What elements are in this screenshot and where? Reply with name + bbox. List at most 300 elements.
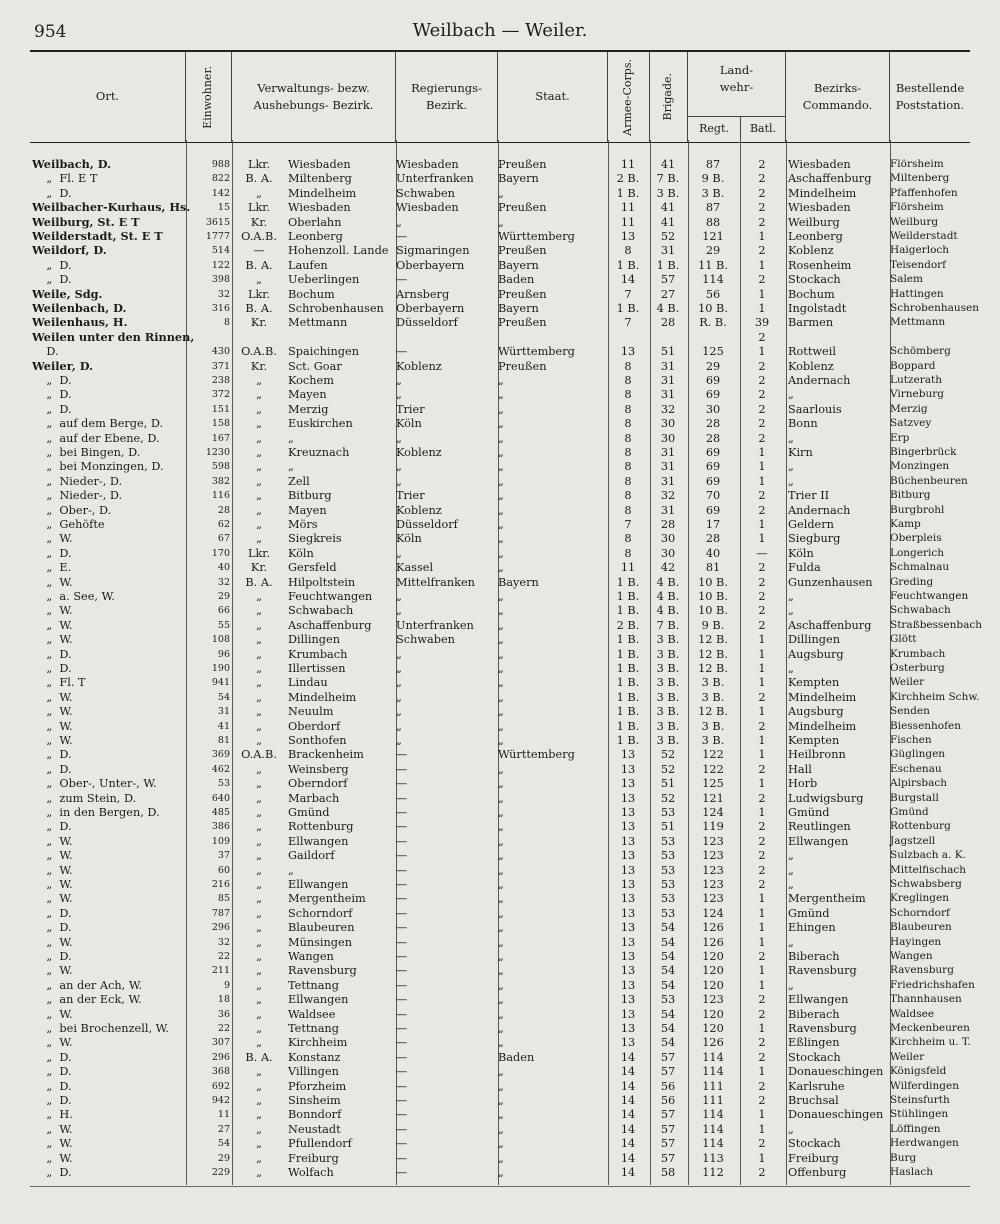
army-corps: 11 xyxy=(620,201,636,215)
district-command: Wiesbaden xyxy=(788,158,851,171)
landwehr-battalion: 1 xyxy=(758,460,766,474)
landwehr-regiment: 120 xyxy=(702,1022,724,1035)
brigade: 1 B. xyxy=(656,258,680,272)
army-corps: 8 xyxy=(624,431,632,445)
landwehr-regiment: 10 B. xyxy=(698,302,728,315)
admin-district: Gaildorf xyxy=(288,849,335,863)
army-corps: 13 xyxy=(620,863,636,877)
landwehr-regiment: 69 xyxy=(705,460,721,474)
post-station: Weilburg xyxy=(890,215,939,228)
admin-district: Sonthofen xyxy=(288,734,347,747)
army-corps: 13 xyxy=(620,993,636,1007)
landwehr-regiment: 3 B. xyxy=(701,690,725,704)
landwehr-battalion: 2 xyxy=(758,1036,766,1050)
table-row xyxy=(30,459,970,474)
population: 3615 xyxy=(205,216,230,228)
admin-type: „ xyxy=(256,906,262,920)
post-station: Waldsee xyxy=(890,1007,935,1020)
landwehr-regiment: 123 xyxy=(702,849,724,863)
state: Bayern xyxy=(498,172,539,186)
table-row xyxy=(30,690,980,705)
brigade: 31 xyxy=(660,359,676,373)
admin-district: Oberdorf xyxy=(288,719,341,733)
post-station: Wilferdingen xyxy=(890,1079,959,1092)
header-post: Bestellende Poststation. xyxy=(895,80,965,112)
place-name: „ W. xyxy=(32,1137,73,1151)
admin-type: „ xyxy=(256,921,262,935)
state: „ xyxy=(498,978,504,992)
army-corps: 1 B. xyxy=(616,647,640,661)
population: 28 xyxy=(217,504,230,516)
population: 296 xyxy=(211,922,230,934)
government-district: „ xyxy=(396,460,402,474)
admin-type: „ xyxy=(256,1166,262,1179)
place-name: „ D. xyxy=(32,374,72,387)
table-row xyxy=(30,589,970,604)
post-station: Sulzbach a. K. xyxy=(890,849,966,862)
table-row xyxy=(30,431,970,446)
brigade: 54 xyxy=(660,950,676,963)
landwehr-regiment: 126 xyxy=(702,935,724,949)
admin-district: Aschaffenburg xyxy=(288,618,372,632)
army-corps: 8 xyxy=(624,446,632,459)
government-district: — xyxy=(396,935,408,949)
population: 108 xyxy=(211,634,230,646)
landwehr-regiment: 120 xyxy=(702,950,724,963)
district-command: „ xyxy=(788,474,794,488)
landwehr-regiment: 121 xyxy=(702,791,724,805)
admin-type: „ xyxy=(256,460,262,474)
table-row xyxy=(30,171,970,186)
table-row xyxy=(30,200,970,215)
population: 296 xyxy=(211,1051,230,1063)
header-bezirks: Bezirks- Commando. xyxy=(786,52,890,142)
district-command: Siegburg xyxy=(788,532,841,546)
admin-type: „ xyxy=(256,186,262,200)
army-corps: 1 B. xyxy=(616,662,640,675)
place-name: „ auf dem Berge, D. xyxy=(32,417,164,431)
population: 8 xyxy=(223,317,230,329)
army-corps: 1 B. xyxy=(616,302,640,315)
table-row xyxy=(30,1122,970,1137)
table-row xyxy=(30,647,970,662)
district-command: Ludwigsburg xyxy=(788,791,864,805)
table-row xyxy=(30,603,970,618)
army-corps: 14 xyxy=(620,1094,636,1107)
brigade: 30 xyxy=(660,532,676,546)
army-corps: 13 xyxy=(620,978,636,992)
state: Württemberg xyxy=(498,345,575,359)
place-name: „ Ober-, Unter-, W. xyxy=(32,777,157,791)
brigade: 52 xyxy=(660,748,676,762)
post-station: Meckenbeuren xyxy=(890,1022,970,1034)
state: „ xyxy=(498,474,504,488)
state: „ xyxy=(498,402,504,416)
admin-type: B. A. xyxy=(245,302,273,315)
post-station: Weiler xyxy=(890,676,925,689)
post-station: Burgstall xyxy=(890,791,939,804)
post-station: Alpirsbach xyxy=(890,777,948,790)
admin-type: „ xyxy=(256,863,262,877)
admin-district: Mergentheim xyxy=(288,892,366,906)
population: 29 xyxy=(217,1152,230,1164)
admin-district: „ xyxy=(288,863,294,877)
header-brigade: Brigade. xyxy=(661,73,675,121)
population: 170 xyxy=(211,547,230,559)
district-command: „ xyxy=(788,388,794,402)
army-corps: 13 xyxy=(620,950,636,963)
population: 55 xyxy=(217,619,230,631)
table-row xyxy=(30,661,970,676)
state: Baden xyxy=(498,1050,535,1064)
admin-type: „ xyxy=(256,446,262,459)
table-row xyxy=(30,1165,970,1180)
government-district: — xyxy=(396,863,408,877)
admin-district: Pforzheim xyxy=(288,1079,347,1093)
brigade: 41 xyxy=(660,215,676,229)
brigade: 4 B. xyxy=(656,590,680,603)
landwehr-regiment: 3 B. xyxy=(701,186,725,200)
place-name: „ D. xyxy=(32,647,72,661)
landwehr-battalion: 2 xyxy=(758,791,766,805)
table-row xyxy=(30,848,970,863)
government-district: — xyxy=(396,1036,408,1050)
landwehr-battalion: 1 xyxy=(758,906,766,920)
table-row xyxy=(30,747,970,762)
admin-district: Illertissen xyxy=(288,662,346,675)
admin-district: Bochum xyxy=(288,287,335,301)
table-row xyxy=(30,546,970,561)
landwehr-battalion: 2 xyxy=(758,431,766,445)
district-command: Andernach xyxy=(788,503,851,517)
post-station: Bitburg xyxy=(890,489,931,502)
army-corps: 13 xyxy=(620,834,636,848)
place-name: „ W. xyxy=(32,705,73,719)
district-command: Saarlouis xyxy=(788,402,842,416)
admin-type: B. A. xyxy=(245,172,273,186)
place-name: Weildorf, D. xyxy=(32,243,107,258)
landwehr-battalion: 1 xyxy=(758,676,766,690)
landwehr-battalion: 2 xyxy=(758,359,766,373)
landwehr-battalion: 2 xyxy=(758,604,766,618)
brigade: 31 xyxy=(660,460,676,474)
admin-district: Weinsberg xyxy=(288,762,349,776)
government-district: „ xyxy=(396,690,402,704)
brigade: 53 xyxy=(660,892,676,906)
place-name: „ W. xyxy=(32,1151,73,1165)
brigade: 28 xyxy=(660,316,676,330)
brigade: 31 xyxy=(660,244,676,258)
place-name: „ D. xyxy=(32,1065,72,1079)
admin-district: Marbach xyxy=(288,791,340,805)
admin-type: Kr. xyxy=(250,316,268,330)
army-corps: 8 xyxy=(624,388,632,402)
landwehr-battalion: 2 xyxy=(758,330,766,344)
admin-type: „ xyxy=(256,878,262,891)
admin-type: „ xyxy=(256,1065,262,1079)
state: „ xyxy=(498,1166,504,1179)
army-corps: 13 xyxy=(620,964,636,978)
admin-type: „ xyxy=(256,834,262,848)
brigade: 3 B. xyxy=(656,662,680,675)
district-command: Bochum xyxy=(788,287,835,301)
army-corps: 13 xyxy=(620,878,636,891)
population: 85 xyxy=(217,893,230,905)
landwehr-regiment: 11 B. xyxy=(698,258,728,272)
district-command: Köln xyxy=(788,546,814,560)
landwehr-regiment: 30 xyxy=(705,402,721,416)
table-row xyxy=(30,387,970,402)
state: Bayern xyxy=(498,258,539,272)
army-corps: 13 xyxy=(620,849,636,863)
admin-type: „ xyxy=(256,1079,262,1093)
admin-type: „ xyxy=(256,734,262,747)
state: „ xyxy=(498,676,504,690)
admin-type: Lkr. xyxy=(247,201,271,215)
landwehr-regiment: 3 B. xyxy=(701,734,725,747)
landwehr-battalion: 1 xyxy=(758,474,766,488)
state: „ xyxy=(498,186,504,200)
place-name: „ D. xyxy=(32,546,72,560)
landwehr-regiment: 28 xyxy=(705,417,721,431)
landwehr-regiment: 69 xyxy=(705,503,721,517)
government-district: Oberbayern xyxy=(396,258,465,272)
government-district: „ xyxy=(396,431,402,445)
army-corps: 13 xyxy=(620,935,636,949)
state: „ xyxy=(498,532,504,546)
landwehr-battalion: 1 xyxy=(758,1151,766,1165)
landwehr-regiment: R. B. xyxy=(699,316,727,330)
post-station: Hattingen xyxy=(890,287,944,300)
district-command: Weilburg xyxy=(788,215,840,229)
government-district: „ xyxy=(396,604,402,618)
army-corps: 14 xyxy=(620,1151,636,1165)
government-district: — xyxy=(396,1007,408,1021)
place-name: „ D. xyxy=(32,820,72,834)
state: „ xyxy=(498,834,504,848)
army-corps: 7 xyxy=(624,518,632,531)
district-command: Biberach xyxy=(788,1007,840,1021)
population: 37 xyxy=(217,850,230,862)
district-command: Ingolstadt xyxy=(788,302,847,315)
government-district: — xyxy=(396,1137,408,1151)
table-row xyxy=(30,157,970,172)
table-row xyxy=(30,503,970,518)
admin-district: Schorndorf xyxy=(288,906,353,920)
district-command: „ xyxy=(788,662,794,675)
army-corps: 13 xyxy=(620,806,636,819)
government-district: — xyxy=(396,345,408,359)
landwehr-regiment: 114 xyxy=(702,1108,724,1122)
state: „ xyxy=(498,935,504,949)
government-district: „ xyxy=(396,590,402,603)
state: „ xyxy=(498,777,504,791)
district-command: Mergentheim xyxy=(788,892,866,906)
landwehr-regiment: 28 xyxy=(705,431,721,445)
place-name: „ an der Ach, W. xyxy=(32,978,143,992)
population: 22 xyxy=(217,1023,230,1034)
post-station: Lutzerath xyxy=(890,374,942,386)
population: 142 xyxy=(211,187,230,199)
population: 18 xyxy=(217,994,230,1006)
place-name: „ D. xyxy=(32,1094,72,1107)
government-district: Unterfranken xyxy=(396,172,474,186)
landwehr-battalion: 2 xyxy=(758,561,766,575)
admin-type: „ xyxy=(256,705,262,719)
admin-district: Gmünd xyxy=(288,806,330,819)
place-name: „ W. xyxy=(32,690,73,704)
landwehr-battalion: 2 xyxy=(758,590,766,603)
population: 96 xyxy=(217,648,230,660)
state: „ xyxy=(498,705,504,719)
government-district: — xyxy=(396,834,408,848)
admin-district: Wolfach xyxy=(288,1166,334,1179)
landwehr-regiment: 111 xyxy=(702,1079,724,1093)
landwehr-regiment: 87 xyxy=(705,201,721,215)
district-command: „ xyxy=(788,878,794,891)
post-station: Schwabach xyxy=(890,604,951,617)
brigade: 30 xyxy=(660,417,676,431)
admin-type: „ xyxy=(256,618,262,632)
admin-type: „ xyxy=(256,518,262,531)
district-command: Stockach xyxy=(788,1137,841,1151)
landwehr-regiment: 12 B. xyxy=(698,705,728,719)
post-station: Ravensburg xyxy=(890,964,954,977)
post-station: Greding xyxy=(890,575,934,588)
admin-type: „ xyxy=(256,762,262,776)
state: „ xyxy=(498,489,504,503)
admin-district: Wangen xyxy=(288,950,334,963)
admin-district: Mettmann xyxy=(288,316,348,330)
admin-district: Brackenheim xyxy=(288,748,364,762)
admin-district: Ueberlingen xyxy=(288,273,360,287)
brigade: 56 xyxy=(660,1079,676,1093)
state: „ xyxy=(498,1079,504,1093)
brigade: 52 xyxy=(660,230,676,243)
admin-type: „ xyxy=(256,935,262,949)
admin-district: Neuulm xyxy=(288,705,334,719)
admin-type: O.A.B. xyxy=(241,345,277,359)
post-station: Burg xyxy=(890,1151,917,1164)
landwehr-battalion: 1 xyxy=(758,532,766,546)
state: „ xyxy=(498,1007,504,1021)
place-name: „ H. xyxy=(32,1108,73,1122)
landwehr-battalion: 2 xyxy=(758,719,766,733)
landwehr-regiment: 10 B. xyxy=(698,590,728,603)
table-row xyxy=(30,906,970,921)
army-corps: 13 xyxy=(620,906,636,920)
admin-type: „ xyxy=(256,1108,262,1122)
admin-type: „ xyxy=(256,690,262,704)
district-command: Karlsruhe xyxy=(788,1079,845,1093)
brigade: 57 xyxy=(660,1065,676,1079)
state: Preußen xyxy=(498,158,547,171)
state: „ xyxy=(498,734,504,747)
landwehr-regiment: 111 xyxy=(702,1094,724,1107)
landwehr-battalion: 2 xyxy=(758,878,766,891)
admin-district: Tettnang xyxy=(288,978,339,992)
landwehr-regiment: 70 xyxy=(705,489,721,503)
post-station: Osterburg xyxy=(890,662,945,674)
population: 316 xyxy=(211,303,230,314)
brigade: 54 xyxy=(660,978,676,992)
table-row xyxy=(30,949,970,964)
admin-type: — xyxy=(253,244,265,258)
header-batl: Batl. xyxy=(749,122,777,135)
district-command: Trier II xyxy=(788,489,830,503)
army-corps: 1 B. xyxy=(616,258,640,272)
table-row xyxy=(30,258,970,273)
brigade: 53 xyxy=(660,834,676,848)
table-row xyxy=(30,863,970,878)
government-district: Sigmaringen xyxy=(396,244,470,258)
army-corps: 14 xyxy=(620,1108,636,1122)
government-district: „ xyxy=(396,546,402,560)
government-district: — xyxy=(396,1022,408,1035)
landwehr-regiment: 87 xyxy=(705,158,721,171)
district-command: Ehingen xyxy=(788,921,836,935)
population: 787 xyxy=(211,907,230,919)
state: „ xyxy=(498,460,504,474)
table-row xyxy=(30,344,970,359)
post-station: Steinsfurth xyxy=(890,1094,950,1106)
army-corps: 1 B. xyxy=(616,690,640,704)
brigade: 3 B. xyxy=(656,633,680,647)
table-row xyxy=(30,402,970,417)
landwehr-regiment: 69 xyxy=(705,388,721,402)
government-district: „ xyxy=(396,705,402,719)
post-station: Schwabsberg xyxy=(890,878,962,890)
table-row xyxy=(30,978,975,993)
admin-type: „ xyxy=(256,647,262,661)
admin-district: Münsingen xyxy=(288,935,352,949)
header-ort: Ort. xyxy=(30,52,186,142)
state: „ xyxy=(498,618,504,632)
brigade: 51 xyxy=(660,345,676,359)
district-command: Koblenz xyxy=(788,244,834,258)
place-name: „ W. xyxy=(32,719,73,733)
table-row xyxy=(30,1021,970,1036)
government-district: — xyxy=(396,921,408,935)
table-row xyxy=(30,301,980,316)
state: „ xyxy=(498,950,504,963)
brigade: 3 B. xyxy=(656,690,680,704)
admin-district: Tettnang xyxy=(288,1022,339,1035)
table-row xyxy=(30,1151,970,1166)
admin-district: Ravensburg xyxy=(288,964,357,978)
state: „ xyxy=(498,820,504,834)
post-station: Wangen xyxy=(890,950,933,962)
government-district: — xyxy=(396,1166,408,1179)
post-station: Thannhausen xyxy=(890,993,962,1006)
brigade: 52 xyxy=(660,762,676,776)
district-command: Gunzenhausen xyxy=(788,575,873,589)
header-landwehr: Land- wehr- xyxy=(688,52,786,142)
admin-type: „ xyxy=(256,402,262,416)
post-station: Burgbrohl xyxy=(890,503,945,516)
admin-type: „ xyxy=(256,892,262,906)
admin-district: Wiesbaden xyxy=(288,158,351,171)
place-name: „ D. xyxy=(32,921,72,935)
place-name: „ in den Bergen, D. xyxy=(32,806,160,819)
state: Preußen xyxy=(498,316,547,330)
landwehr-regiment: 12 B. xyxy=(698,633,728,647)
district-command: Koblenz xyxy=(788,359,834,373)
post-station: Hayingen xyxy=(890,935,942,948)
table-row xyxy=(30,935,970,950)
table-row xyxy=(30,819,970,834)
population: 158 xyxy=(211,418,230,430)
